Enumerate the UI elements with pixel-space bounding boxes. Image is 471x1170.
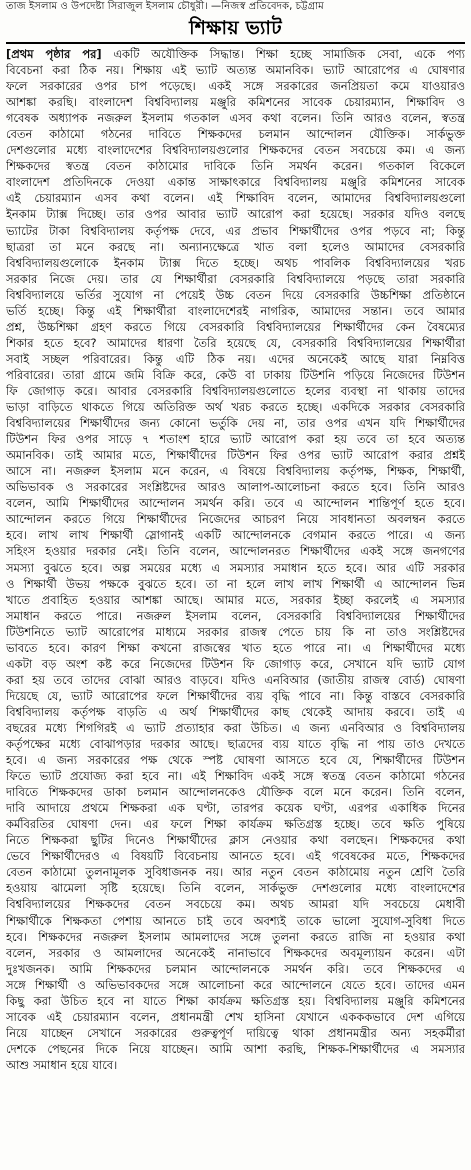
article-line (6, 929, 465, 945)
article-line-text: ফি জোগাড় করে। আবার বেসরকারি বিশ্ববিদ্যালয়গুলোতে হলের ব্যবস্থা না থাকায় তাদের (6, 383, 465, 398)
article-line-text: নিয়ে যাচ্ছেন সেখানে সরকারের গুরুত্বপূর্ণ দায়িত্বে থাকা প্রধানমন্ত্রীর অন্য সহকর্মীরা (6, 1025, 465, 1040)
article-line (6, 303, 465, 319)
article-line (6, 752, 465, 768)
article-line (6, 768, 465, 784)
article-line (6, 46, 465, 62)
article-line (6, 736, 465, 752)
article-line-text: আন্দোলন করতে গিয়ে শিক্ষার্থীদের নিজেদের আচরণ নিয়ে সাবধানতা অবলম্বন করতে (6, 512, 465, 527)
article-line-text: শিক্ষকদের স্বতন্ত্র বেতন কাঠামোর দাবিকে তিনি সমর্থন করেন। গতকাল বিকেলে (6, 159, 465, 174)
headline-container (0, 16, 471, 42)
article-line (6, 223, 465, 239)
article-line-text: খাতে প্রবাহিত হওয়ার আশঙ্কা আছে। আমার মতে, সরকার ইচ্ছা করলেই এ সমস্যার (6, 592, 465, 607)
article-line-text: ফিতে ভ্যাট প্রযোজ্য করা হবে না। এই শিক্ষাবিদ একই সঙ্গে স্বতন্ত্র বেতন কাঠামো গঠনের (6, 769, 465, 784)
article-line-text: অভিভাবক ও সরকারের সংশ্লিষ্টদের আরও আলাপ-আলোচনা করতে হবে। তিনি আরও (6, 480, 465, 495)
article-line (6, 399, 465, 415)
article-line-text: টিউশনিতে ভ্যাট আরোপের মাধ্যমে সরকার রাজস্ব পেতে চায় কি না তাও সংশ্লিষ্টদের (6, 624, 465, 639)
article-line (6, 495, 465, 511)
article-line-text: হওয়ায় ঝামেলা সৃষ্টি হয়েছে। তিনি বলেন, সার্কভুক্ত দেশগুলোর মধ্যে বাংলাদেশের (6, 881, 465, 896)
article-line-text: ভর্তি হচ্ছে। কিন্তু এই শিক্ষার্থীরা বাংলাদেশেরই নাগরিক, আমাদের সন্তান। তবে আমার (6, 303, 465, 318)
article-line-text: বিশ্ববিদ্যালয়ে ভর্তির সুযোগ না পেয়েই উচ্চ বেতন দিয়ে বেসরকারি উচ্চশিক্ষা প্রতিষ্ঠানে (6, 287, 465, 302)
article-line (6, 656, 465, 672)
article-line (6, 94, 465, 110)
article-line-text: দুঃখজনক। আমি শিক্ষকদের চলমান আন্দোলনকে সমর্থন করি। তবে শিক্ষকদের এ (6, 961, 465, 976)
article-line-text: কিছু করা উচিত হবে না যাতে শিক্ষা কার্যক্রম ক্ষতিগ্রস্ত হয়। বিশ্ববিদ্যালয় মঞ্জুরি কমিশনের (6, 993, 465, 1008)
article-line-text: ইনকাম ট্যাক্স দিচ্ছে। তার ওপর আবার ভ্যাট আরোপ করা হয়েছে। সরকার যদিও বলছে (6, 207, 465, 222)
article-line-text: ভেবে শিক্ষার্থীদেরও এ বিষয়টি বিবেচনায় আনতে হবে। এই গবেষকের মতে, শিক্ষকদের (6, 849, 465, 864)
article-line (6, 1009, 465, 1025)
article-line-text: ভাড়া বাড়িতে থাকতে গিয়ে অতিরিক্ত অর্থ খরচ করতে হচ্ছে। একদিকে সরকার বেসরকারি (6, 400, 465, 415)
article-line-text: বছরের মধ্যে শিগগিরই এ ভ্যাট প্রত্যাহার করা উচিত। এ জন্য এনবিআর ও বিশ্ববিদ্যালয় (6, 720, 465, 735)
article-line (6, 576, 465, 592)
article-line (6, 255, 465, 271)
article-line-text: দাবিতে শিক্ষকদের ডাকা চলমান আন্দোলনকেও যৌক্তিক বলে মনে করেন। তিনি বলেন, (6, 785, 465, 800)
article-line-text: হবে। লাখ লাখ শিক্ষার্থী স্লোগানই একটি আন্দোলনকে বেগমান করতে পারে। এ জন্য (6, 528, 465, 543)
article-line-text: বেতন কাঠামো গঠনের দাবিতে শিক্ষকদের চলমান আন্দোলন যৌক্তিক। সার্কভুক্ত (6, 127, 465, 142)
article-line (6, 447, 465, 463)
article-line (6, 640, 465, 656)
article-line (6, 784, 465, 800)
article-line (6, 816, 465, 832)
article-line (6, 271, 465, 287)
headline-rule (6, 42, 465, 44)
article-line-text: বিশ্ববিদ্যালয়গুলোকে ইনকাম ট্যাক্স দিতে হচ্ছে। অথচ পাবলিক বিশ্ববিদ্যালয়ের খরচ (6, 255, 465, 270)
article-line (6, 1041, 465, 1057)
article-line (6, 287, 465, 303)
article-line-text: বলেন, আমি শিক্ষার্থীদের আন্দোলন সমর্থন করি। তবে এ আন্দোলন শান্তিপূর্ণ হতে হবে। (6, 496, 465, 511)
article-line-text: সমস্যা বুঝতে হবে। অল্প সময়ের মধ্যে এ সমস্যার সমাধান হতে হবে। আর এটি সরকার (6, 560, 465, 575)
article-line-text: ভ্যাটের টাকা বিশ্ববিদ্যালয় কর্তৃপক্ষ দেবে, এর প্রভাব শিক্ষার্থীদের ওপর পড়বে না; কিন্তু (6, 223, 465, 238)
article-line (6, 206, 465, 222)
article-line (6, 62, 465, 78)
article-line-text: কর্মবিরতির ঘোষণা দেন। এর ফলে শিক্ষা কার্যক্রম ক্ষতিগ্রস্ত হচ্ছে। তবে ক্ষতি পুষিয়ে (6, 817, 465, 832)
article-line-text: এই চেয়ারম্যান এসব কথা বলেন। এই শিক্ষাবিদ বলেন, আমাদের বিশ্ববিদ্যালয়গুলো (6, 191, 465, 206)
article-line (6, 720, 465, 736)
article-line (6, 961, 465, 977)
article-line (6, 110, 465, 126)
article-line (6, 527, 465, 543)
article-line (6, 832, 465, 848)
article-line (6, 880, 465, 896)
article-line (6, 560, 465, 576)
article-line-text: কর্তৃপক্ষের মধ্যে বোঝাপড়ার দরকার আছে। ছাত্রদের ব্যয় যাতে বৃদ্ধি না পায় তাও দেখতে (6, 737, 465, 752)
article-line (6, 190, 465, 206)
article-line (6, 479, 465, 495)
article-line-text: বিশ্ববিদ্যালয়ের শিক্ষার্থীদের জন্য কোনো ভর্তুকি দেয় না, তার ওপর এখন যদি শিক্ষার্থীদের (6, 416, 465, 431)
article-line (6, 383, 465, 399)
article-line (6, 511, 465, 527)
previous-article-byline: তাজ ইসলাম ও উপদেষ্টা সিরাজুল ইসলাম চৌধুরী। —নিজস্ব প্রতিবেদক, চট্টগ্রাম (6, 1, 324, 12)
article-line-text: আশু সমাধান হয়ে যাবে। (6, 1057, 118, 1072)
article-line (6, 415, 465, 431)
article-line-text: গবেষক অধ্যাপক নজরুল ইসলাম গতকাল এসব কথা বলেন। তিনি আরও বলেন, স্বতন্ত্র (6, 111, 465, 126)
article-line-text: আসে না। নজরুল ইসলাম মনে করেন, এ বিষয়ে বিশ্ববিদ্যালয় কর্তৃপক্ষ, শিক্ষক, শিক্ষার্থী, (6, 464, 465, 479)
article-line (6, 158, 465, 174)
article-line-text: প্রশ্ন, উচ্চশিক্ষা গ্রহণ করতে গিয়ে বেসরকারি বিশ্ববিদ্যালয়ের শিক্ষার্থীদের কেন বৈষম্যের (6, 319, 465, 334)
article-line (6, 142, 465, 158)
article-line (6, 945, 465, 961)
article-body (0, 46, 471, 1073)
article-line (6, 1057, 465, 1073)
article-line (6, 319, 465, 335)
article-line (6, 704, 465, 720)
article-line-text: দেশকে পেছনের দিকে নিয়ে যাচ্ছেন। আমি আশা করছি, শিক্ষক-শিক্ষার্থীদের এ সমস্যার (6, 1041, 465, 1056)
article-line-text: দিয়েছে যে, ভ্যাট আরোপের ফলে শিক্ষার্থীদের ব্যয় বৃদ্ধি পাবে না। কিন্তু বাস্তবে বেসরকারি (6, 688, 465, 703)
article-line-text: শিক্ষার্থীকে শিক্ষকতা পেশায় আনতে চাই তবে অবশ্যই তাকে ভালো সুযোগ-সুবিধা দিতে (6, 913, 465, 928)
article-line-text: ভাবতে হবে। কারণ শিক্ষা কখনো রাজস্বের খাত হতে পারে না। এ শিক্ষার্থীদের মধ্যে (6, 640, 465, 655)
article-line-text: সবাই সচ্ছল পরিবারের। কিন্তু এটি ঠিক নয়। এদের অনেকেই আছে যারা নিম্নবিত্ত (6, 351, 465, 366)
article-line-text: ও শিক্ষার্থী উভয় পক্ষকে বুঝতে হবে। তা না হলে লাখ লাখ শিক্ষার্থী এ আন্দোলন ভিন্ন (6, 576, 465, 591)
article-line-text: বিশ্ববিদ্যালয়ের শিক্ষকদের বেতন সবচেয়ে কম। অথচ আমরা যদি সবচেয়ে মেধাবী (6, 897, 465, 912)
article-line (6, 239, 465, 255)
article-line-text: একটি অযৌক্তিক সিদ্ধান্ত। শিক্ষা হচ্ছে সামাজিক সেবা, একে পণ্য (101, 47, 465, 61)
article-line-text: সরকার নিজে দেয়। তার যে শিক্ষার্থীরা বেসরকারি বিশ্ববিদ্যালয়ে পড়ছে তারা সরকারি (6, 271, 465, 286)
article-line (6, 913, 465, 929)
article-line-text: টিউশন ফির ওপর সাড়ে ৭ শতাংশ হারে ভ্যাট আরোপ করা হয় তবে তা হবে অত্যন্ত (6, 432, 465, 447)
article-line (6, 688, 465, 704)
article-line (6, 1025, 465, 1041)
article-line (6, 351, 465, 367)
article-line (6, 624, 465, 640)
article-line-text: বিবেচনা করা ঠিক নয়। শিক্ষায় এই ভ্যাট অত্যন্ত অমানবিক। ভ্যাট আরোপের এ ঘোষণার (6, 63, 465, 78)
article-line-text: বেতন কাঠামো তুলনামূলক সুবিধাজনক নয়। আর নতুন বেতন কাঠামোয় নতুন শ্রেণি তৈরি (6, 865, 465, 880)
article-line-text: বিশ্ববিদ্যালয় কর্তৃপক্ষ বাড়তি এ অর্থ শিক্ষার্থীদের কাছ থেকেই আদায় করবে। তাই এ (6, 704, 465, 719)
article-line-text: দাবি আদায়ে প্রথমে শিক্ষকরা এক ঘণ্টা, তারপর কয়েক ঘণ্টা, এরপর একাধিক দিনের (6, 801, 465, 816)
article-line-text: সঙ্গে শিক্ষার্থী ও অভিভাবকদের সঙ্গে আলোচনা করে আন্দোলনে যেতে হবে। তাদের এমন (6, 977, 465, 992)
article-line-text: নিতে শিক্ষকরা ছুটির দিনেও শিক্ষার্থীদের ক্লাস নেওয়ার কথা বলছেন। শিক্ষকদের কথা (6, 833, 465, 848)
article-line-text: বাংলাদেশ প্রতিদিনকে দেওয়া একান্ত সাক্ষাৎকারে বিশ্ববিদ্যালয় মঞ্জুরি কমিশনের সাবেক (6, 175, 465, 190)
article-line-text: করা হয় তবে তাদের বোঝা আরও বাড়বে। যদিও এনবিআর (জাতীয় রাজস্ব বোর্ড) ঘোষণা (6, 672, 465, 687)
article-line (6, 993, 465, 1009)
article-line-text: বলেন, সরকার ও আমলাদের অনেকেই নানাভাবে শিক্ষকদের অবমূল্যায়ন করেন। এটা (6, 945, 465, 960)
article-line (6, 896, 465, 912)
article-line (6, 672, 465, 688)
article-line (6, 608, 465, 624)
article-line-text: একটা বড় অংশ কষ্ট করে নিজেদের টিউশন ফি জোগাড় করে, সেখানে যদি ভ্যাট যোগ (6, 656, 465, 671)
continuation-tag: [প্রথম পৃষ্ঠার পর] (6, 47, 102, 61)
article-line (6, 78, 465, 94)
article-line (6, 174, 465, 190)
article-line (6, 126, 465, 142)
article-line (6, 800, 465, 816)
article-line-text: শিকার হতে হবে? আমাদের ধারণা তৈরি হয়েছে যে, বেসরকারি বিশ্ববিদ্যালয়ের শিক্ষার্থীরা (6, 335, 465, 350)
article-line-text: সহিংস হওয়ার দরকার নেই। তিনি বলেন, আন্দোলনরত শিক্ষার্থীদের একই সঙ্গে জনগণের (6, 544, 465, 559)
article-line (6, 335, 465, 351)
article-line-text: হবে। এ জন্য সরকারের পক্ষ থেকে স্পষ্ট ঘোষণা আসতে হবে যে, শিক্ষার্থীদের টিউশন (6, 753, 465, 768)
article-line (6, 864, 465, 880)
article-line-text: হবে। শিক্ষকদের নজরুল ইসলাম আমলাদের সঙ্গে তুলনা করতে রাজি না হওয়ার কথা (6, 929, 465, 944)
article-line (6, 848, 465, 864)
article-line (6, 463, 465, 479)
article-line-text: ছাত্ররা তা মনে করছে না। অন্যান্যক্ষেত্রে খাত বলা হলেও আমাদের বেসরকারি (6, 239, 465, 254)
article-line (6, 592, 465, 608)
article-line (6, 431, 465, 447)
article-line-text: পরিবারের। তারা গ্রামে জমি বিক্রি করে, কেউ বা ঢাকায় টিউশনি পড়িয়ে নিজেদের টিউশন (6, 367, 465, 382)
article-line (6, 367, 465, 383)
article-line-text: দেশগুলোর মধ্যে বাংলাদেশের বিশ্ববিদ্যালয়গুলোর শিক্ষকদের বেতন সবচেয়ে কম। এ জন্য (6, 143, 465, 158)
article-line-text: সমাধান করতে পারে। নজরুল ইসলাম বলেন, বেসরকারি বিশ্ববিদ্যালয়ের শিক্ষার্থীদের (6, 608, 465, 623)
article-line-text: আশঙ্কা করছি। বাংলাদেশ বিশ্ববিদ্যালয় মঞ্জুরি কমিশনের সাবেক চেয়ারম্যান, শিক্ষাবিদ ও (6, 95, 465, 110)
article-line (6, 977, 465, 993)
article-line-text: ফলে সরকারের ওপর চাপ পড়েছে। একই সঙ্গে সরকারের জনপ্রিয়তা কমে যাওয়ারও (6, 79, 465, 94)
article-line-text: সাবেক এই চেয়ারম্যান বলেন, প্রধানমন্ত্রী শেখ হাসিনা যেখানে একককভাবে দেশ এগিয়ে (6, 1009, 465, 1024)
article-line (6, 543, 465, 559)
article-headline: শিক্ষায় ভ্যাট (189, 17, 282, 39)
article-line-text: অমানবিক। তাই আমার মতে, শিক্ষার্থীদের টিউশন ফির ওপর ভ্যাট আরোপ করার প্রশ্নই (6, 448, 465, 463)
